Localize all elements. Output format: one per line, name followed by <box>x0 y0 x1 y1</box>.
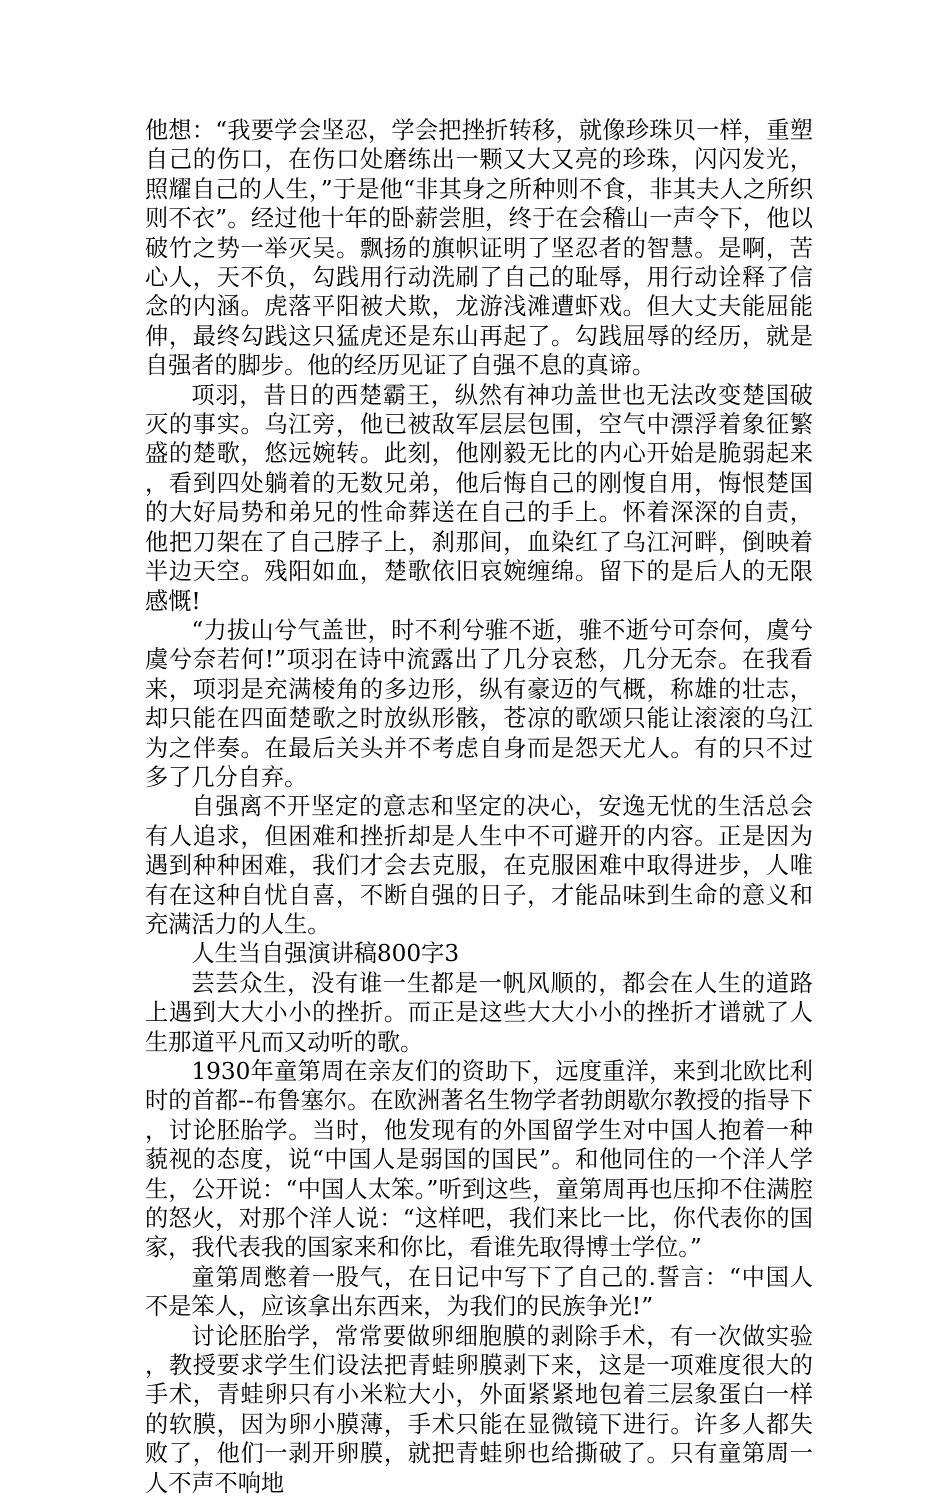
paragraph-tong-dizhou-1930: 1930年童第周在亲友们的资助下，远度重洋，来到北欧比利时的首都--布鲁塞尔。在欧洲著名生物学者勃朗歇尔教授的指导下，讨论胚胎学。当时，他发现有的外国留学生对中国人抱着一种藐视的态度，说“中国人是弱国的国民”。和他同住的一个洋人学生，公开说：“中国人太笨。”听到这些，童第周再也压抑不住满腔的怒火，对那个洋人说：“这样吧，我们来比一比，你代表你的国家，我代表我的国家来和你比，看谁先取得博士学位。” <box>145 1058 813 1262</box>
paragraph-tong-dizhou-vow: 童第周憋着一股气，在日记中写下了自己的.誓言：“中国人不是笨人，应该拿出东西来，为我们的民族争光!” <box>145 1263 813 1321</box>
section-heading: 人生当自强演讲稿800字3 <box>191 940 460 968</box>
paragraph-goujian: 他想：“我要学会坚忍，学会把挫折转移，就像珍珠贝一样，重塑自己的伤口，在伤口处磨练出一颗又大又亮的珍珠，闪闪发光，照耀自己的人生，”于是他“非其身之所种则不食，非其夫人之所织则不衣”。经过他十年的卧薪尝胆，终于在会稽山一声令下，他以破竹之势一举灭吴。飘扬的旗帜证明了坚忍者的智慧。是啊，苦心人，天不负，勾践用行动洗刷了自己的耻辱，用行动诠释了信念的内涵。虎落平阳被犬欺，龙游浅滩遭虾戏。但大丈夫能屈能伸，最终勾践这只猛虎还是东山再起了。勾践屈辱的经历，就是自强者的脚步。他的经历见证了自强不息的真谛。 <box>145 117 813 380</box>
paragraph-xiangyu-poem: “力拔山兮气盖世，时不利兮骓不逝，骓不逝兮可奈何，虞兮虞兮奈若何!”项羽在诗中流露出了几分哀愁，几分无奈。在我看来，项羽是充满棱角的多边形，纵有豪迈的气概，称雄的壮志，却只能在四面楚歌之时放纵形骸，苍凉的歌颂只能让滚滚的乌江为之伴奏。在最后关头并不考虑自身而是怨天尤人。有的只不过多了几分自弃。 <box>145 616 813 791</box>
paragraph-self-strengthening: 自强离不开坚定的意志和坚定的决心，安逸无忧的生活总会有人追求，但困难和挫折却是人生中不可避开的内容。正是因为遇到种种困难，我们才会去克服，在克服困难中取得进步，人唯有在这种自忧自喜，不断自强的日子，才能品味到生命的意义和充满活力的人生。 <box>145 793 813 938</box>
paragraph-intro: 芸芸众生，没有谁一生都是一帆风顺的，都会在人生的道路上遇到大大小小的挫折。而正是这些大大小小的挫折才谱就了人生那道平凡而又动听的歌。 <box>145 969 813 1056</box>
paragraph-embryology: 讨论胚胎学，常常要做卵细胞膜的剥除手术，有一次做实验，教授要求学生们设法把青蛙卵膜剥下来，这是一项难度很大的手术，青蛙卵只有小米粒大小，外面紧紧地包着三层象蛋白一样的软膜，因为卵小膜薄，手术只能在显微镜下进行。许多人都失败了，他们一剥开卵膜，就把青蛙卵也给撕破了。只有童第周一人不声不响地 <box>145 1322 813 1497</box>
document-page <box>145 116 813 1498</box>
paragraph-xiangyu: 项羽，昔日的西楚霸王，纵然有神功盖世也无法改变楚国破灭的事实。乌江旁，他已被敌军层层包围，空气中漂浮着象征繁盛的楚歌，悠远婉转。此刻，他刚毅无比的内心开始是脆弱起来，看到四处躺着的无数兄弟，他后悔自己的刚愎自用，悔恨楚国的大好局势和弟兄的性命葬送在自己的手上。怀着深深的自责，他把刀架在了自己脖子上，刹那间，血染红了乌江河畔，倒映着半边天空。残阳如血，楚歌依旧哀婉缠绵。留下的是后人的无限感慨! <box>145 381 813 615</box>
